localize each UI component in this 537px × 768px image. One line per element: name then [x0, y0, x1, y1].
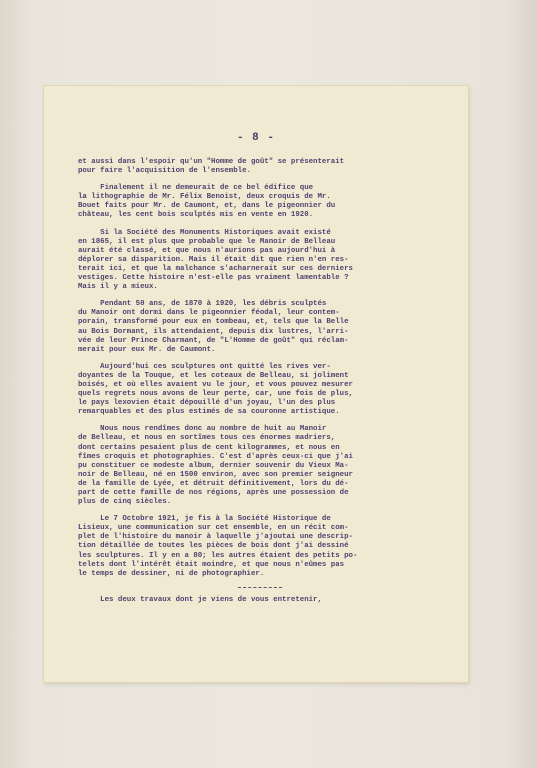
text-line: terait ici, et que la malchance s'acharnerait sur ces derniers — [78, 264, 353, 273]
text-line: du Manoir ont dormi dans le pigeonnier féodal, leur contem- — [78, 309, 340, 318]
text-line: quels regrets nous avons de leur perte, car, une fois de plus, — [78, 390, 353, 399]
text-line: fîmes croquis et photographies. C'est d'après ceux-ci que j'ai — [78, 452, 353, 461]
paragraph — [78, 229, 458, 293]
page-number: - 8 - — [236, 132, 275, 144]
page-body — [78, 158, 458, 605]
text-line: de Belleau, et nous en sortîmes tous ces énormes madriers, — [78, 434, 336, 443]
text-line: château, les cent bois sculptés mis en vente en 1920. — [78, 211, 314, 220]
text-line: noir de Belleau, né en 1500 environ, avec son premier seigneur — [78, 470, 353, 479]
text-line: doyantes de la Touque, et les coteaux de Belleau, si joliment — [78, 371, 349, 380]
text-line: porain, transformé pour eux en tombeau, et, tels que la Belle — [78, 318, 349, 327]
text-line: remarquables et des plus estimés de sa couronne artistique. — [78, 408, 340, 417]
text-line: au Bois Dormant, ils attendaient, depuis dix lustres, l'arri- — [78, 327, 349, 336]
text-line: Bouet faits pour Mr. de Caumont, et, dans le pigeonnier du — [78, 202, 336, 211]
text-line: Le 7 Octobre 1921, je fis à la Société Historique de — [78, 515, 331, 524]
text-line: Pendant 50 ans, de 1870 à 1920, les débris sculptés — [78, 300, 327, 309]
typewritten-page — [44, 86, 468, 682]
text-line: de la famille de Lyée, et détruit définitivement, lors du dé- — [78, 479, 349, 488]
text-line: vée de leur Prince Charmant, de "L'Homme de goût" qui réclam- — [78, 336, 349, 345]
text-line: telets dont l'intérêt était moindre, et que nous n'eûmes pas — [78, 560, 345, 569]
paragraph — [78, 158, 458, 176]
text-line: aurait été classé, et que nous n'aurions pas aujourd'hui à — [78, 246, 336, 255]
text-line: pour faire l'acquisition de l'ensemble. — [78, 167, 251, 176]
paragraph — [78, 425, 458, 507]
paragraph — [78, 363, 458, 418]
paragraph — [78, 300, 458, 355]
text-line: boisés, et où elles avaient vu le jour, et vous pouvez mesurer — [78, 380, 353, 389]
text-line: le pays lexovien était dépouillé d'un joyau, l'un des plus — [78, 399, 336, 408]
text-line: merait pour eux Mr. de Caumont. — [78, 345, 216, 354]
text-line: Si la Société des Monuments Historiques avait existé — [78, 228, 331, 237]
text-line: Finalement il ne demeurait de ce bel édifice que — [78, 184, 314, 193]
text-line: Lisieux, une communication sur cet ensemble, en un récit com- — [78, 524, 349, 533]
text-line: et aussi dans l'espoir qu'un "Homme de goût" se présenterait — [78, 158, 345, 166]
text-line: les sculptures. Il y en a 80; les autres étaient des petits po- — [78, 551, 358, 560]
paragraph — [78, 184, 458, 220]
text-line: tion détaillée de toutes les pièces de bois dont j'ai dessiné — [78, 542, 349, 551]
text-line: pu constituer ce modeste album, dernier souvenir du Vieux Ma- — [78, 461, 349, 470]
text-line: dont certains pesaient plus de cent kilogrammes, et nous en — [78, 443, 340, 452]
text-line: plus de cinq siècles. — [78, 498, 172, 507]
text-line: la lithographie de Mr. Félix Benoist, deux croquis de Mr. — [78, 193, 331, 202]
text-line: Nous nous rendîmes donc au nombre de huit au Manoir — [78, 425, 327, 434]
text-line: le temps de dessiner, ni de photographier. — [78, 569, 265, 578]
text-line: Aujourd'hui ces sculptures ont quitté les rives ver- — [78, 362, 331, 371]
text-line: part de cette famille de nos régions, après une possession de — [78, 489, 349, 497]
text-line: plet de l'histoire du manoir à laquelle j'ajoutai une descrip- — [78, 533, 353, 542]
closing-line: Les deux travaux dont je viens de vous entretenir, — [78, 595, 322, 604]
text-line: en 1865, il est plus que probable que le Manoir de Belleau — [78, 237, 336, 246]
paragraph — [78, 515, 458, 579]
text-line: Mais il y a mieux. — [78, 283, 158, 292]
section-divider — [238, 587, 282, 588]
text-line: vestiges. Cette histoire n'est-elle pas vraiment lamentable ? — [78, 274, 349, 283]
text-line: déplorer sa disparition. Mais il était dit que rien n'en res- — [78, 255, 349, 264]
